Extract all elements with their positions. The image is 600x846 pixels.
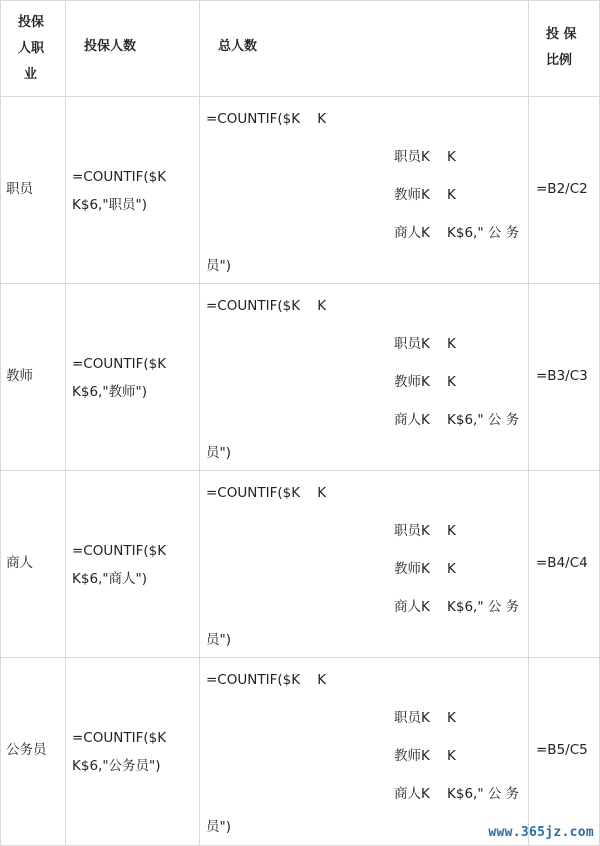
total-formula-part: 职员K K [394,523,456,539]
occupation-cell: 公务员 [6,742,47,758]
count-formula: =COUNTIF($K K$6,"教师") [72,356,167,400]
header-occupation: 投保 人职 业 [18,15,45,82]
total-formula-part: 职员K K [394,710,456,726]
ratio-formula: =B3/C3 [536,368,588,384]
total-formula-part: 职员K K [394,149,456,165]
header-ratio: 投 保 比例 [546,27,577,68]
count-formula: =COUNTIF($K K$6,"公务员") [72,730,167,774]
ratio-formula: =B5/C5 [536,742,588,758]
table-row [0,283,600,470]
total-formula-part: 商人K K$6," 公 务 [394,225,520,241]
occupation-cell: 商人 [6,555,33,571]
header-total-count: 总人数 [218,39,258,54]
table-border [0,0,600,1]
header-insured-count: 投保人数 [84,39,137,54]
table-row [0,657,600,844]
total-formula-part: 教师K K [394,561,456,577]
occupation-cell: 职员 [6,181,33,197]
total-formula-part: 教师K K [394,748,456,764]
total-formula-start: =COUNTIF($K K [206,672,327,688]
watermark: www.365jz.com [488,825,594,840]
total-formula-part: 商人K K$6," 公 务 [394,786,520,802]
total-formula-part: 教师K K [394,187,456,203]
total-formula-end: 员") [206,632,231,648]
table-row [0,470,600,657]
total-formula-start: =COUNTIF($K K [206,298,327,314]
count-formula: =COUNTIF($K K$6,"职员") [72,169,167,213]
table-row [0,96,600,283]
total-formula-part: 商人K K$6," 公 务 [394,599,520,615]
total-formula-part: 职员K K [394,336,456,352]
total-formula-start: =COUNTIF($K K [206,111,327,127]
occupation-cell: 教师 [6,368,33,384]
count-formula: =COUNTIF($K K$6,"商人") [72,543,167,587]
total-formula-start: =COUNTIF($K K [206,485,327,501]
ratio-formula: =B4/C4 [536,555,588,571]
total-formula-part: 教师K K [394,374,456,390]
total-formula-part: 商人K K$6," 公 务 [394,412,520,428]
total-formula-end: 员") [206,258,231,274]
ratio-formula: =B2/C2 [536,181,588,197]
total-formula-end: 员") [206,445,231,461]
total-formula-end: 员") [206,819,231,835]
